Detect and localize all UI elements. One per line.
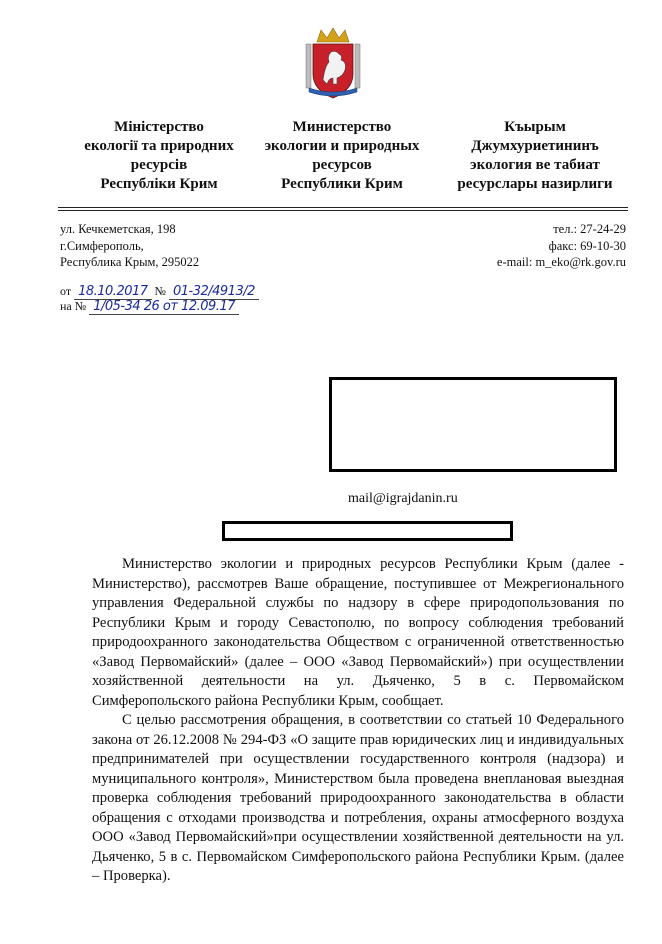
incoming-number: 1/05-34 26 от 12.09.17 bbox=[89, 299, 239, 315]
org-name-russian: Министерство экологии и природных ресурсов Республики Крим bbox=[264, 119, 420, 192]
contact-email: e-mail: m_eko@rk.gov.ru bbox=[496, 255, 626, 269]
letter-body bbox=[92, 555, 624, 887]
org-name-ukrainian: Міністерство екології та природних ресурсів Республіки Крим bbox=[84, 119, 234, 192]
body-paragraph-1: Министерство экологии и природных ресурсов Республики Крым (далее - Министерство), рассмотрев Ваше обращение, поступившее от Межрегионального управления Федеральной службы по надзору в сфере природопользования по Республики Крым и городу Севастополю, по вопросу соблюдения требований природоохранного законодательства Обществом с ограниченной ответственностью «Завод Первомайский» (далее – ООО «Завод Первомайский») при осуществлении хозяйственной деятельности на ул. Дьяченко, 5 в с. Первомайском Симферопольского района Республики Крым, сообщает. bbox=[92, 556, 624, 709]
address-street: ул. Кечкеметская, 198 bbox=[60, 222, 176, 236]
postal-address bbox=[60, 221, 199, 271]
crimea-coat-of-arms-icon bbox=[303, 26, 363, 102]
redacted-recipient-line bbox=[222, 521, 513, 541]
recipient-email: mail@igrajdanin.ru bbox=[348, 491, 458, 506]
contact-info bbox=[497, 221, 626, 271]
contact-phone: тел.: 27-24-29 bbox=[553, 222, 626, 236]
contact-fax: факс: 69-10-30 bbox=[548, 238, 626, 253]
body-paragraph-2: С целью рассмотрения обращения, в соответствии со статьей 10 Федерального закона от 26.12.2008 № 294-ФЗ «О защите прав юридических лиц и индивидуальных предпринимателей при осуществлении государственного контроля (надзора) и муниципального контроля», Министерством была проведена внеплановая выездная проверка соблюдения требований природоохранного законодательства в области обращения с отходами производства и потребления, охраны атмосферного воздуха ООО «Завод Первомайский»при осуществлении хозяйственной деятельности на ул. Дьяченко, 5 в с. Первомайском Симферопольского района Республики Крым. (далее – Проверка). bbox=[92, 712, 624, 884]
header-divider bbox=[58, 207, 628, 208]
org-name-crimean-tatar: Къырым Джумхуриетининъ экология ве табиат ресурслары назирлиги bbox=[457, 119, 613, 192]
header-divider-thin bbox=[58, 210, 628, 211]
address-city: г.Симферополь, bbox=[60, 238, 144, 253]
redacted-recipient-block bbox=[329, 377, 617, 472]
outgoing-reference: от 18.10.2017 № 01-32/4913/2 bbox=[60, 284, 259, 299]
address-region: Республика Крым, 295022 bbox=[60, 255, 200, 269]
outgoing-number: 01-32/4913/2 bbox=[169, 284, 259, 300]
outgoing-date: 18.10.2017 bbox=[74, 284, 151, 300]
incoming-reference: на № 1/05-34 26 от 12.09.17 bbox=[60, 299, 239, 314]
